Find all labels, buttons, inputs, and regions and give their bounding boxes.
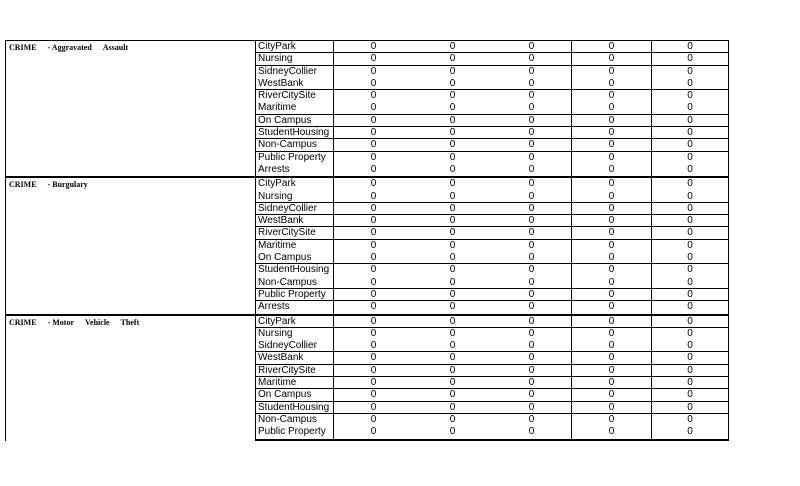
value-cell: 0 [528, 264, 535, 276]
table-row [256, 252, 728, 264]
value-cell: 0 [449, 41, 456, 52]
value-cell: 0 [370, 114, 377, 126]
value-cell: 0 [449, 413, 456, 425]
value-cell: 0 [370, 264, 377, 276]
table-row [256, 264, 728, 276]
value-cell: 0 [651, 178, 728, 190]
value-cell: 0 [571, 215, 651, 226]
value-cell: 0 [571, 365, 651, 376]
value-cell: 0 [370, 276, 377, 288]
crime-section-label-part: - Motor [47, 317, 74, 327]
location-cell: Maritime [256, 102, 334, 113]
value-cell: 0 [571, 78, 651, 89]
value-cell: 0 [571, 328, 651, 340]
location-cell: CityPark [256, 178, 334, 190]
value-cell: 0 [370, 65, 377, 77]
value-cell: 0 [528, 77, 535, 89]
value-cell: 0 [571, 127, 651, 138]
value-cell: 0 [370, 413, 377, 425]
value-cell: 0 [651, 115, 728, 126]
value-cell: 0 [651, 289, 728, 300]
value-cell: 0 [571, 277, 651, 288]
table-row [256, 66, 728, 78]
value-cell: 0 [449, 252, 456, 264]
value-cell: 0 [528, 301, 535, 313]
value-cell: 0 [571, 240, 651, 252]
location-cell: On Campus [256, 252, 334, 263]
value-cell: 0 [449, 114, 456, 126]
table-row [256, 365, 728, 377]
value-cell: 0 [528, 364, 535, 376]
location-cell: WestBank [256, 352, 334, 363]
value-cell: 0 [370, 202, 377, 214]
value-cell: 0 [571, 252, 651, 263]
value-cell: 0 [370, 352, 377, 364]
location-cell: Non-Campus [256, 139, 334, 150]
value-cell: 0 [370, 77, 377, 89]
value-cell: 0 [651, 414, 728, 426]
location-cell: On Campus [256, 115, 334, 126]
value-cell: 0 [370, 239, 377, 251]
value-cell: 0 [449, 315, 456, 327]
value-cell: 0 [449, 276, 456, 288]
value-cell: 0 [449, 102, 456, 114]
value-cell: 0 [651, 191, 728, 202]
value-cell: 0 [449, 202, 456, 214]
value-cell: 0 [449, 389, 456, 401]
section-rows [256, 41, 728, 176]
table-row [256, 139, 728, 151]
crime-section-label [6, 178, 256, 313]
value-cell: 0 [528, 163, 535, 175]
table-row [256, 227, 728, 239]
crime-section-label-part: CRIME [9, 43, 37, 52]
value-cell: 0 [651, 164, 728, 176]
value-cell: 0 [449, 178, 456, 190]
location-cell: RiverCitySite [256, 365, 334, 376]
value-cell: 0 [651, 426, 728, 438]
table-row [256, 340, 728, 352]
value-cell: 0 [449, 239, 456, 251]
crime-section-label-part: Vehicle [85, 317, 110, 327]
table-row [256, 389, 728, 401]
section-rows [256, 316, 728, 441]
location-cell: Non-Campus [256, 277, 334, 288]
crime-section-label [6, 41, 256, 176]
value-cell: 0 [449, 127, 456, 139]
value-cell: 0 [528, 190, 535, 202]
value-cell: 0 [571, 389, 651, 400]
value-cell: 0 [571, 191, 651, 202]
value-cell: 0 [528, 41, 535, 52]
value-cell: 0 [651, 102, 728, 113]
value-cell: 0 [528, 127, 535, 139]
value-cell: 0 [571, 178, 651, 190]
value-cell: 0 [449, 163, 456, 175]
value-cell: 0 [449, 227, 456, 239]
value-cell: 0 [571, 115, 651, 126]
value-cell: 0 [370, 426, 377, 438]
crime-section-label [6, 316, 256, 441]
value-cell: 0 [571, 152, 651, 164]
location-cell: Arrests [256, 164, 334, 176]
table-row [256, 78, 728, 90]
value-cell: 0 [449, 377, 456, 389]
value-cell: 0 [651, 152, 728, 164]
value-cell: 0 [651, 66, 728, 78]
value-cell: 0 [651, 389, 728, 400]
crime-section [6, 41, 728, 178]
location-cell: Maritime [256, 377, 334, 388]
value-cell: 0 [651, 240, 728, 252]
table-row [256, 289, 728, 301]
table-row [256, 191, 728, 203]
value-cell: 0 [571, 227, 651, 238]
value-cell: 0 [651, 252, 728, 263]
value-cell: 0 [528, 139, 535, 151]
value-cell: 0 [651, 402, 728, 413]
value-cell: 0 [651, 215, 728, 226]
value-cell: 0 [571, 402, 651, 413]
value-cell: 0 [528, 352, 535, 364]
location-cell: Public Property [256, 152, 334, 164]
value-cell: 0 [449, 426, 456, 438]
crime-section-label-part: CRIME [9, 317, 37, 327]
crime-table [5, 40, 729, 441]
value-cell: 0 [528, 227, 535, 239]
table-row [256, 203, 728, 215]
table-row [256, 41, 728, 53]
value-cell: 0 [449, 264, 456, 276]
location-cell: SidneyCollier [256, 66, 334, 78]
value-cell: 0 [571, 340, 651, 351]
value-cell: 0 [528, 102, 535, 114]
crime-section-label-part: - Aggravated [47, 43, 92, 52]
location-cell: WestBank [256, 215, 334, 226]
value-cell: 0 [449, 352, 456, 364]
value-cell: 0 [370, 327, 377, 339]
value-cell: 0 [528, 401, 535, 413]
value-cell: 0 [651, 41, 728, 52]
value-cell: 0 [571, 264, 651, 276]
location-cell: Maritime [256, 240, 334, 252]
value-cell: 0 [571, 66, 651, 78]
location-cell: RiverCitySite [256, 90, 334, 102]
value-cell: 0 [528, 90, 535, 102]
value-cell: 0 [651, 277, 728, 288]
crime-section-label-part: Assault [102, 43, 129, 52]
value-cell: 0 [651, 377, 728, 388]
value-cell: 0 [651, 53, 728, 64]
value-cell: 0 [370, 301, 377, 313]
location-cell: RiverCitySite [256, 227, 334, 238]
table-row [256, 115, 728, 127]
value-cell: 0 [528, 65, 535, 77]
crime-section-label-part: - Burgulary [47, 180, 88, 190]
value-cell: 0 [528, 215, 535, 227]
location-cell: StudentHousing [256, 402, 334, 413]
value-cell: 0 [528, 340, 535, 352]
table-row [256, 352, 728, 364]
value-cell: 0 [528, 413, 535, 425]
value-cell: 0 [571, 164, 651, 176]
value-cell: 0 [370, 178, 377, 190]
table-row [256, 215, 728, 227]
table-row [256, 102, 728, 114]
table-row [256, 152, 728, 164]
value-cell: 0 [370, 315, 377, 327]
value-cell: 0 [449, 139, 456, 151]
value-cell: 0 [528, 389, 535, 401]
value-cell: 0 [449, 327, 456, 339]
value-cell: 0 [528, 151, 535, 163]
value-cell: 0 [449, 77, 456, 89]
value-cell: 0 [651, 227, 728, 238]
value-cell: 0 [651, 316, 728, 327]
value-cell: 0 [370, 151, 377, 163]
value-cell: 0 [528, 114, 535, 126]
value-cell: 0 [449, 301, 456, 313]
table-row [256, 127, 728, 139]
value-cell: 0 [370, 215, 377, 227]
value-cell: 0 [528, 53, 535, 65]
table-row [256, 301, 728, 313]
value-cell: 0 [370, 190, 377, 202]
table-row [256, 328, 728, 340]
value-cell: 0 [528, 252, 535, 264]
value-cell: 0 [370, 252, 377, 264]
table-row [256, 414, 728, 426]
value-cell: 0 [528, 178, 535, 190]
value-cell: 0 [528, 377, 535, 389]
value-cell: 0 [370, 401, 377, 413]
value-cell: 0 [370, 41, 377, 52]
value-cell: 0 [651, 203, 728, 214]
section-rows [256, 178, 728, 313]
value-cell: 0 [571, 352, 651, 363]
value-cell: 0 [449, 151, 456, 163]
value-cell: 0 [370, 139, 377, 151]
location-cell: SidneyCollier [256, 203, 334, 214]
value-cell: 0 [571, 102, 651, 113]
value-cell: 0 [449, 215, 456, 227]
table-row [256, 53, 728, 65]
value-cell: 0 [370, 227, 377, 239]
value-cell: 0 [528, 239, 535, 251]
value-cell: 0 [370, 53, 377, 65]
location-cell: On Campus [256, 389, 334, 400]
value-cell: 0 [528, 426, 535, 438]
location-cell: Public Property [256, 426, 334, 438]
value-cell: 0 [370, 90, 377, 102]
location-cell: Nursing [256, 328, 334, 340]
location-cell: WestBank [256, 78, 334, 89]
value-cell: 0 [449, 401, 456, 413]
value-cell: 0 [449, 53, 456, 65]
value-cell: 0 [571, 139, 651, 150]
location-cell: Arrests [256, 301, 334, 313]
value-cell: 0 [528, 327, 535, 339]
location-cell: Nursing [256, 191, 334, 202]
value-cell: 0 [370, 340, 377, 352]
location-cell: Non-Campus [256, 414, 334, 426]
value-cell: 0 [370, 377, 377, 389]
location-cell: Public Property [256, 289, 334, 300]
value-cell: 0 [528, 276, 535, 288]
value-cell: 0 [651, 340, 728, 351]
value-cell: 0 [651, 301, 728, 313]
value-cell: 0 [571, 414, 651, 426]
location-cell: StudentHousing [256, 127, 334, 138]
value-cell: 0 [571, 53, 651, 64]
value-cell: 0 [370, 389, 377, 401]
value-cell: 0 [571, 301, 651, 313]
value-cell: 0 [651, 139, 728, 150]
table-row [256, 402, 728, 414]
value-cell: 0 [651, 127, 728, 138]
value-cell: 0 [528, 202, 535, 214]
value-cell: 0 [449, 364, 456, 376]
value-cell: 0 [449, 288, 456, 300]
value-cell: 0 [370, 288, 377, 300]
crime-section [6, 316, 728, 441]
value-cell: 0 [528, 288, 535, 300]
table-row [256, 426, 728, 438]
table-row [256, 164, 728, 176]
value-cell: 0 [651, 328, 728, 340]
crime-section [6, 178, 728, 315]
value-cell: 0 [651, 365, 728, 376]
value-cell: 0 [370, 163, 377, 175]
value-cell: 0 [370, 102, 377, 114]
value-cell: 0 [651, 78, 728, 89]
value-cell: 0 [571, 41, 651, 52]
value-cell: 0 [449, 340, 456, 352]
value-cell: 0 [449, 90, 456, 102]
value-cell: 0 [571, 203, 651, 214]
crime-section-label-part: Theft [120, 317, 140, 327]
location-cell: StudentHousing [256, 264, 334, 276]
table-row [256, 90, 728, 102]
value-cell: 0 [528, 315, 535, 327]
table-row [256, 277, 728, 289]
value-cell: 0 [571, 289, 651, 300]
location-cell: SidneyCollier [256, 340, 334, 351]
value-cell: 0 [651, 352, 728, 363]
value-cell: 0 [449, 190, 456, 202]
value-cell: 0 [449, 65, 456, 77]
table-row [256, 178, 728, 190]
location-cell: CityPark [256, 41, 334, 52]
value-cell: 0 [571, 426, 651, 438]
table-row [256, 316, 728, 328]
value-cell: 0 [571, 90, 651, 102]
value-cell: 0 [651, 90, 728, 102]
table-row [256, 240, 728, 252]
table-row [256, 377, 728, 389]
crime-section-label-part: CRIME [9, 180, 37, 190]
value-cell: 0 [370, 127, 377, 139]
value-cell: 0 [651, 264, 728, 276]
value-cell: 0 [370, 364, 377, 376]
location-cell: Nursing [256, 53, 334, 64]
value-cell: 0 [571, 316, 651, 327]
value-cell: 0 [571, 377, 651, 388]
location-cell: CityPark [256, 316, 334, 327]
